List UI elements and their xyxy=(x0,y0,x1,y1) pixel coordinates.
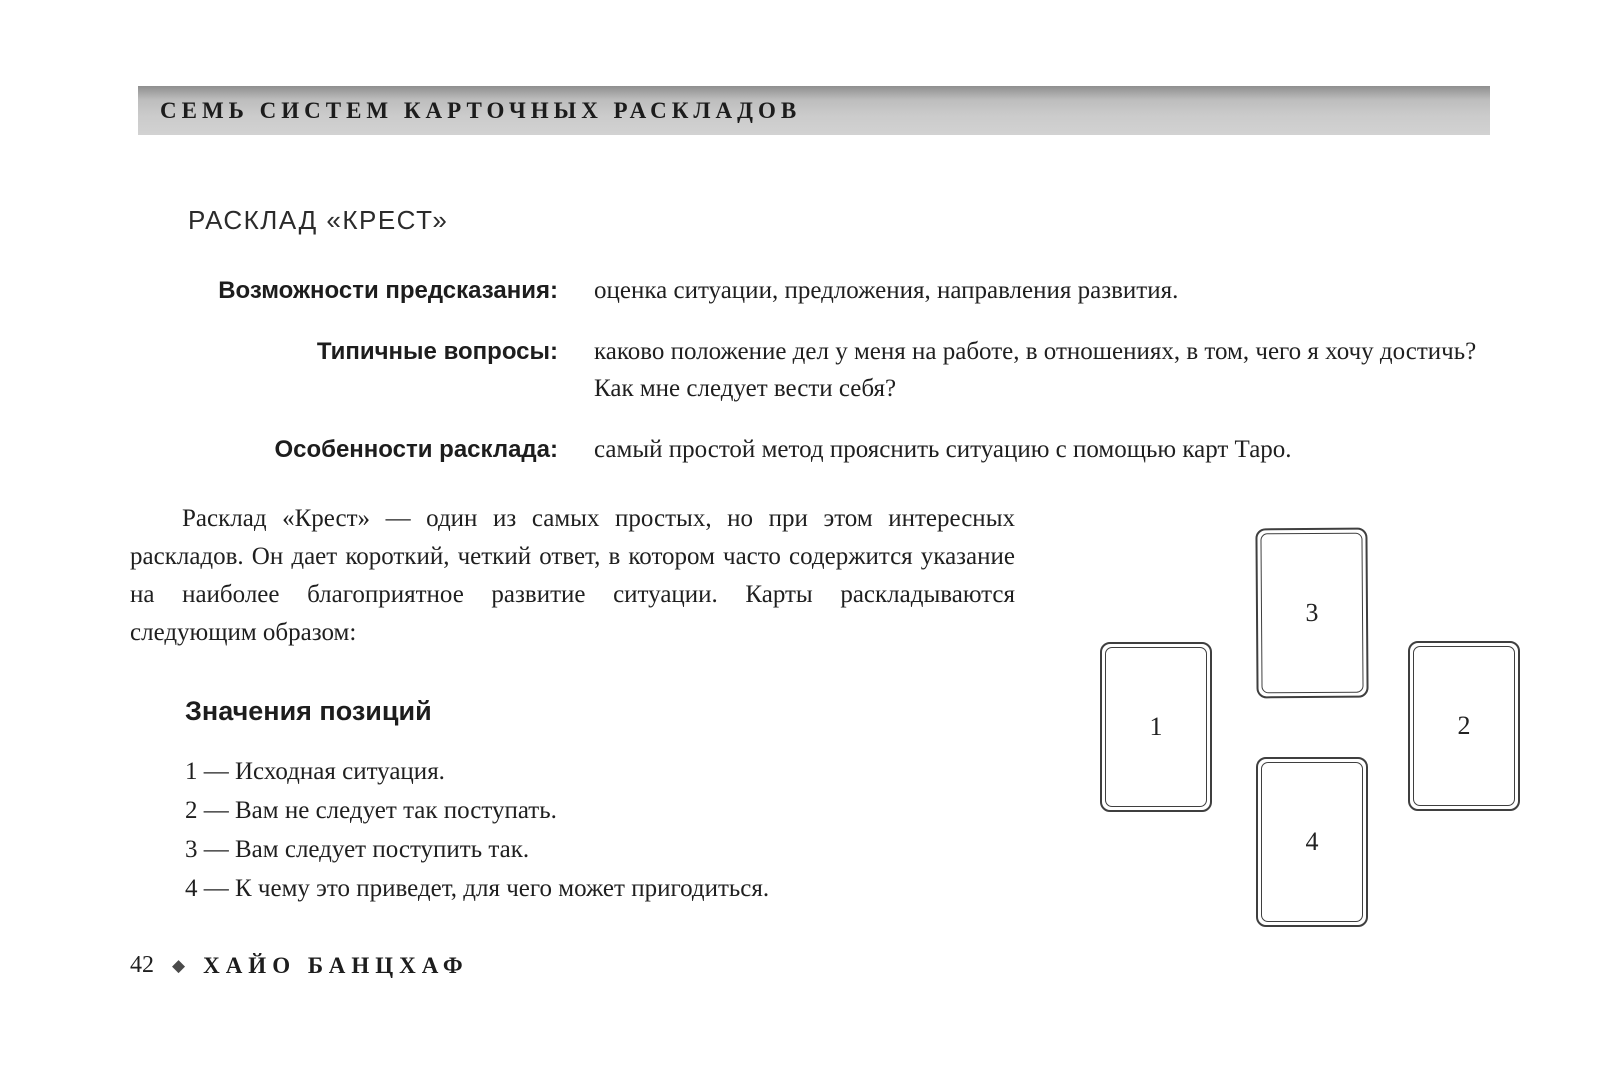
tarot-card-inner-border xyxy=(1260,533,1363,694)
spread-title: РАСКЛАД «КРЕСТ» xyxy=(188,205,449,235)
tarot-card-position-1 xyxy=(1100,642,1212,812)
positions-section-heading: Значения позиций xyxy=(185,696,432,726)
running-header-title: СЕМЬ СИСТЕМ КАРТОЧНЫХ РАСКЛАДОВ xyxy=(160,98,802,123)
tarot-card-inner-border xyxy=(1261,762,1363,922)
tarot-card-position-3 xyxy=(1255,528,1368,699)
diamond-icon: ◆ xyxy=(172,956,186,975)
definition-label-spread-features: Особенности расклада: xyxy=(274,436,558,463)
card-number-label: 3 xyxy=(1305,597,1319,628)
tarot-card-position-2 xyxy=(1408,641,1520,811)
card-number-label: 4 xyxy=(1305,827,1319,856)
card-number-label: 1 xyxy=(1149,712,1163,741)
definition-label-possibilities: Возможности предсказания: xyxy=(218,277,558,304)
position-item-1: 1 — Исходная ситуация. xyxy=(185,758,445,785)
intro-paragraph: Расклад «Крест» — один из самых простых, но при этом интересных раскладов. Он дает короткий, четкий ответ, в котором часто содержится указание на наиболее благоприятное развитие ситуации. Карты раскладываются следующим образом: xyxy=(130,505,1015,646)
card-number-label: 2 xyxy=(1457,711,1471,740)
position-item-2: 2 — Вам не следует так поступать. xyxy=(185,797,557,824)
definition-text-possibilities: оценка ситуации, предложения, направления развития. xyxy=(594,277,1179,304)
page-number: 42 xyxy=(130,952,154,978)
position-item-4: 4 — К чему это приведет, для чего может пригодиться. xyxy=(185,875,770,902)
definition-text-typical-questions: каково положение дел у меня на работе, в отношениях, в том, чего я хочу достичь? Как мне следует вести себя? xyxy=(594,338,1477,402)
running-header-bar xyxy=(138,86,1490,135)
definition-list xyxy=(130,272,1500,468)
page-footer xyxy=(130,952,469,979)
tarot-card-position-4 xyxy=(1256,757,1368,927)
positions-list xyxy=(185,752,769,908)
tarot-card-inner-border xyxy=(1105,647,1207,807)
tarot-card-inner-border xyxy=(1413,646,1515,806)
definition-label-typical-questions: Типичные вопросы: xyxy=(316,338,558,365)
definition-text-spread-features: самый простой метод прояснить ситуацию с помощью карт Таро. xyxy=(594,436,1292,463)
footer-author: ХАЙО БАНЦХАФ xyxy=(203,952,469,978)
position-item-3: 3 — Вам следует поступить так. xyxy=(185,836,530,863)
